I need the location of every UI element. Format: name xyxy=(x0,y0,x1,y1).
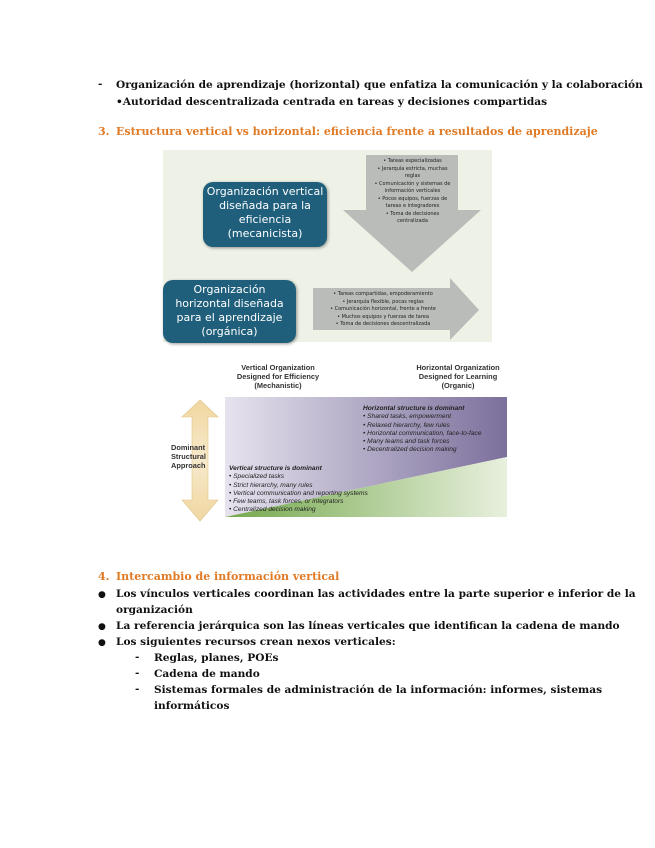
subitem-1: Reglas, planes, POEs xyxy=(154,652,279,664)
intro-line-1: Organización de aprendizaje (horizontal) que enfatiza la comunicación y la colaboración xyxy=(116,79,643,91)
horizontal-heading: Horizontal structure is dominant xyxy=(363,405,465,412)
bullet-dot: ● xyxy=(98,590,106,600)
list-item: información verticales xyxy=(384,188,441,194)
dash-marker: - xyxy=(135,667,140,679)
list-item: • Muchos equipos y fuerzas de tarea xyxy=(337,313,429,320)
list-item: • Jerarquía flexible, pocas reglas xyxy=(342,298,424,305)
list-item: • Strict hierarchy, many rules xyxy=(229,481,313,489)
list-item: • Jerarquía estricta, muchas xyxy=(377,165,448,172)
box-line: para el aprendizaje xyxy=(176,311,283,324)
subitem-3-line-1: Sistemas formales de administración de la información: informes, sistemas xyxy=(154,684,603,696)
section-4-number: 4. xyxy=(98,570,110,583)
list-item: • Pocos equipos, fuerzas de xyxy=(377,195,448,202)
list-item: • Comunicación horizontal, frente a frente xyxy=(330,306,436,312)
list-item: tareas e integradores xyxy=(385,203,440,209)
section-4-title: Intercambio de información vertical xyxy=(116,570,340,583)
list-item: • Comunicación y sistemas de xyxy=(374,180,451,187)
title-line: (Organic) xyxy=(441,381,475,390)
horizontal-box-es xyxy=(163,280,296,343)
dash-marker: - xyxy=(135,683,140,695)
list-item: • Vertical communication and reporting systems xyxy=(229,489,368,497)
vertical-org-title xyxy=(218,363,338,390)
title-line: Horizontal Organization xyxy=(416,363,500,372)
box-line: (orgánica) xyxy=(201,325,258,338)
box-line: horizontal diseñada xyxy=(175,297,284,310)
list-item: • Tareas especializadas xyxy=(383,158,442,164)
figure-spanish xyxy=(163,150,492,342)
bullet-dot: ● xyxy=(98,638,106,648)
box-line: (mecanicista) xyxy=(227,227,303,240)
bullet-2-line-1: La referencia jerárquica son las líneas verticales que identifican la cadena de mando xyxy=(116,620,620,632)
vertical-structure-text xyxy=(229,465,399,515)
vertical-box-es xyxy=(203,182,327,247)
bullet-3-line-1: Los siguientes recursos crean nexos verticales: xyxy=(116,636,396,648)
list-item: • Toma de decisiones xyxy=(385,210,440,217)
horizontal-org-title xyxy=(403,363,513,390)
list-item: • Centralized decision making xyxy=(229,506,316,514)
list-item: centralizada xyxy=(397,218,428,224)
vertical-items-es xyxy=(360,158,465,226)
box-line: Organización xyxy=(193,283,266,296)
list-item: • Specialized tasks xyxy=(229,473,285,481)
intro-line-2: •Autoridad descentralizada centrada en tareas y decisiones compartidas xyxy=(116,96,548,108)
title-line: Designed for Efficiency xyxy=(236,372,320,381)
title-line: Designed for Learning xyxy=(418,372,498,381)
list-item: • Decentralized decision making xyxy=(363,446,457,454)
horizontal-structure-text xyxy=(363,405,507,455)
dash-marker: - xyxy=(135,651,140,663)
box-line: Organización vertical xyxy=(206,185,324,198)
subitem-2: Cadena de mando xyxy=(154,668,260,680)
list-item: • Many teams and task forces xyxy=(363,438,450,446)
section-3-number: 3. xyxy=(98,125,110,138)
list-item: • Tareas compartidas, empoderamiento xyxy=(333,291,433,297)
list-item: • Few teams, task forces, or integrators xyxy=(229,498,344,506)
horizontal-items-es xyxy=(313,291,453,329)
dash-marker: - xyxy=(98,78,103,90)
label-line: Dominant xyxy=(171,443,206,452)
list-item: • Shared tasks, empowerment xyxy=(363,413,452,421)
list-item: • Relaxed hierarchy, few rules xyxy=(363,421,450,429)
box-line: eficiencia xyxy=(238,213,292,226)
vertical-heading: Vertical structure is dominant xyxy=(229,465,322,472)
label-line: Structural xyxy=(171,452,206,461)
bullet-1-line-2: organización xyxy=(116,604,193,616)
title-line: (Mechanistic) xyxy=(254,381,302,390)
figure-english xyxy=(163,355,507,525)
list-item: • Horizontal communication, face-to-face xyxy=(363,429,482,437)
subitem-3-line-2: informáticos xyxy=(154,700,230,712)
dominant-structural-approach-label xyxy=(171,443,229,470)
box-line: diseñada para la xyxy=(219,199,311,212)
bullet-1-line-1: Los vínculos verticales coordinan las actividades entre la parte superior e inferior de la xyxy=(116,588,636,600)
bullet-dot: ● xyxy=(98,622,106,632)
title-line: Vertical Organization xyxy=(241,363,315,372)
label-line: Approach xyxy=(171,461,206,470)
section-3-title: Estructura vertical vs horizontal: eficiencia frente a resultados de aprendizaje xyxy=(116,125,598,138)
list-item: • Toma de decisiones descentralizada xyxy=(335,321,431,327)
list-item: reglas xyxy=(404,173,421,179)
